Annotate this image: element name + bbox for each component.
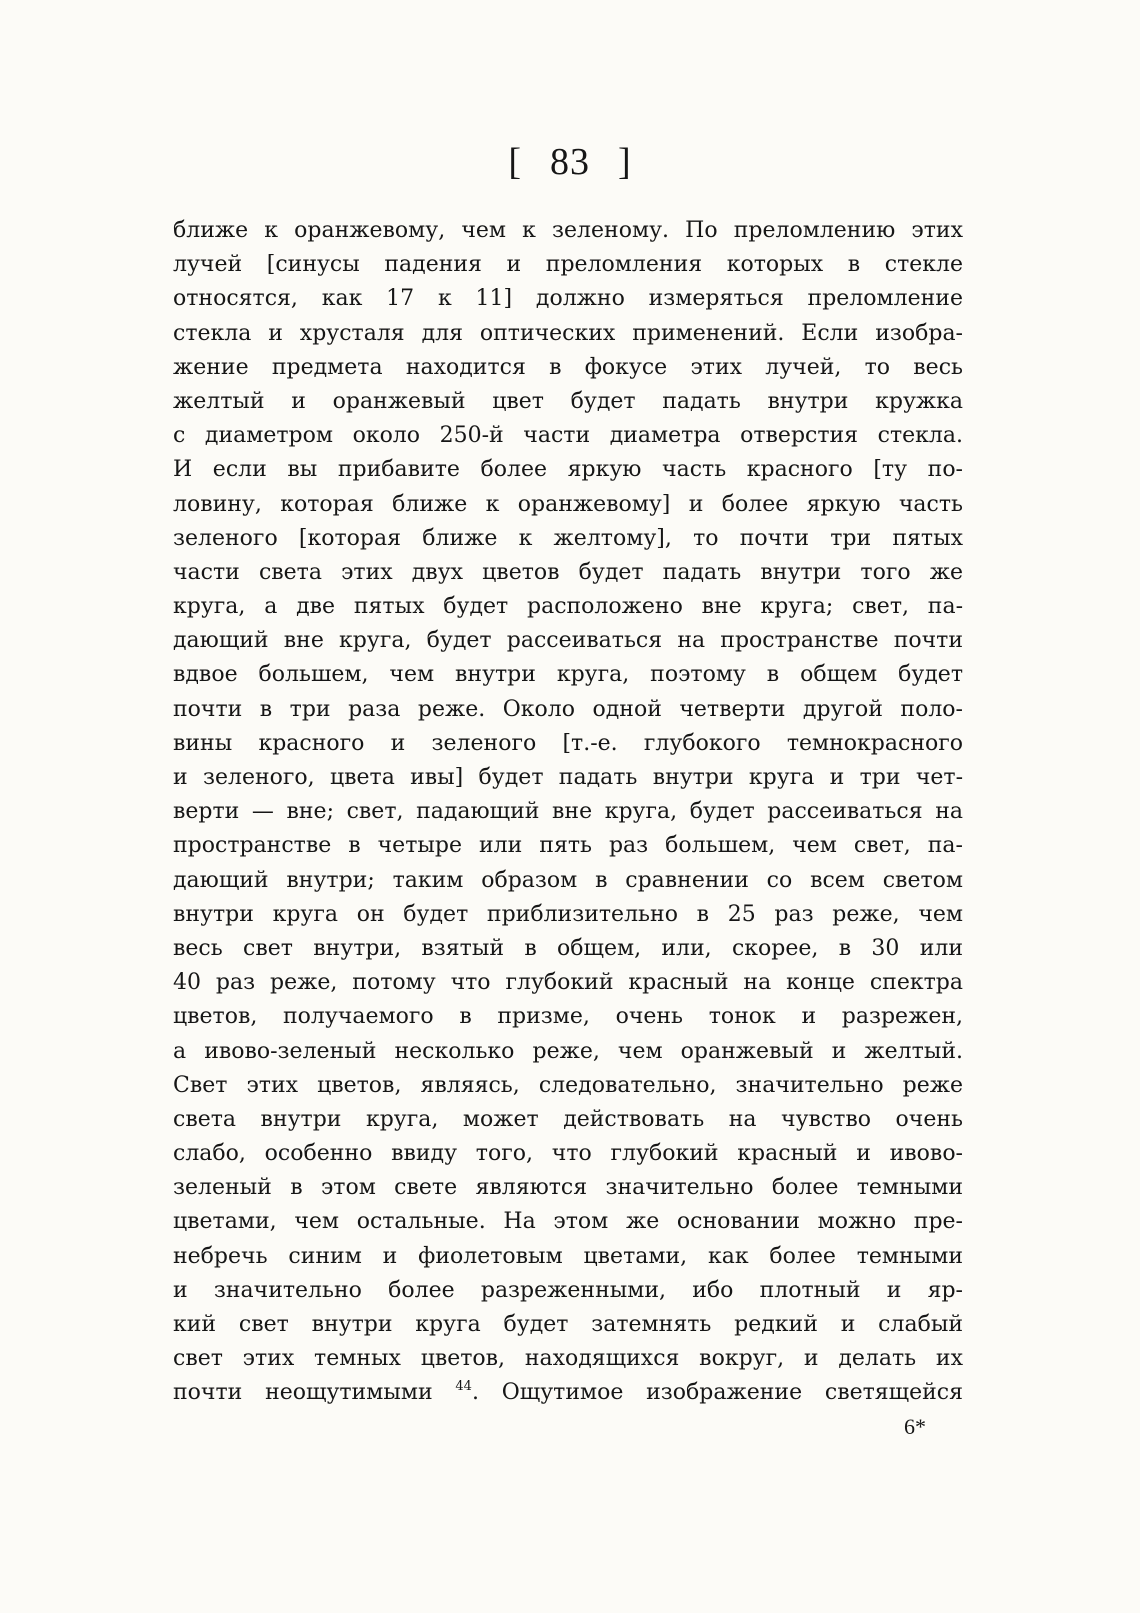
text-line: дающий вне круга, будет рассеиваться на пространстве почти — [173, 628, 963, 654]
last-line-start: почти неощутимыми — [173, 1380, 433, 1406]
footnote-marker: 44 — [455, 1379, 472, 1395]
text-line: и зеленого, цвета ивы] будет падать внутри круга и три чет- — [173, 765, 963, 790]
text-line: верти — вне; свет, падающий вне круга, будет рассеиваться на — [173, 799, 963, 825]
text-line: света внутри круга, может действовать на чувство очень — [173, 1106, 963, 1132]
text-line: лучей [синусы падения и преломления которых в стекле — [173, 252, 963, 278]
text-line: слабо, особенно ввиду того, что глубокий красный и ивово- — [173, 1141, 963, 1167]
text-line: почти в три раза реже. Около одной четверти другой поло- — [173, 696, 963, 722]
page-number-bracket-open: [ — [508, 141, 522, 183]
text-line: стекла и хрусталя для оптических применений. Если изобра- — [173, 320, 963, 346]
text-line: зеленый в этом свете являются значительно более темными — [173, 1175, 963, 1201]
text-line: зеленого [которая ближе к желтому], то почти три пятых — [173, 525, 963, 551]
text-line: а ивово-зеленый несколько реже, чем оранжевый и желтый. — [173, 1038, 963, 1064]
text-line: вдвое большем, чем внутри круга, поэтому в общем будет — [173, 662, 963, 688]
text-line: цветами, чем остальные. На этом же основании можно пре- — [173, 1209, 963, 1235]
text-line: внутри круга он будет приблизительно в 25 раз реже, чем — [173, 901, 963, 927]
text-line: И если вы прибавите более яркую часть красного [ту по- — [173, 457, 963, 483]
text-line: дающий внутри; таким образом в сравнении со всем светом — [173, 867, 963, 893]
text-line: части света этих двух цветов будет падать внутри того же — [173, 559, 963, 585]
text-line: Свет этих цветов, являясь, следовательно, значительно реже — [173, 1072, 963, 1098]
text-line: цветов, получаемого в призме, очень тонок и разрежен, — [173, 1004, 963, 1030]
text-line-last — [173, 1376, 963, 1410]
text-line: вины красного и зеленого [т.-е. глубокого темнокрасного — [173, 730, 963, 756]
body-text — [173, 214, 963, 1411]
text-line: кий свет внутри круга будет затемнять редкий и слабый — [173, 1312, 963, 1337]
page-number-value: 83 — [550, 141, 590, 183]
text-line: и значительно более разреженными, ибо плотный и яр- — [173, 1277, 963, 1303]
text-line: желтый и оранжевый цвет будет падать внутри кружка — [173, 388, 963, 414]
text-line: круга, а две пятых будет расположено вне круга; свет, па- — [173, 594, 963, 620]
last-line-end: . Ощутимое изображение светящейся — [471, 1380, 963, 1406]
text-line: жение предмета находится в фокусе этих лучей, то весь — [173, 354, 963, 380]
text-line: ловину, которая ближе к оранжевому] и более яркую часть — [173, 491, 963, 517]
text-line: небречь синим и фиолетовым цветами, как более темными — [173, 1243, 963, 1269]
text-line: пространстве в четыре или пять раз большем, чем свет, па- — [173, 833, 963, 859]
text-line: 40 раз реже, потому что глубокий красный на конце спектра — [173, 970, 963, 996]
text-line: ближе к оранжевому, чем к зеленому. По преломлению этих — [173, 218, 963, 243]
signature-mark: 6* — [904, 1414, 926, 1439]
page-number-bracket-close: ] — [618, 141, 632, 183]
text-line: свет этих темных цветов, находящихся вокруг, и делать их — [173, 1346, 963, 1372]
page-number — [0, 140, 1140, 184]
text-line: относятся, как 17 к 11] должно измеряться преломление — [173, 286, 963, 312]
text-line: с диаметром около 250-й части диаметра отверстия стекла. — [173, 423, 963, 449]
text-line: весь свет внутри, взятый в общем, или, скорее, в 30 или — [173, 935, 963, 961]
